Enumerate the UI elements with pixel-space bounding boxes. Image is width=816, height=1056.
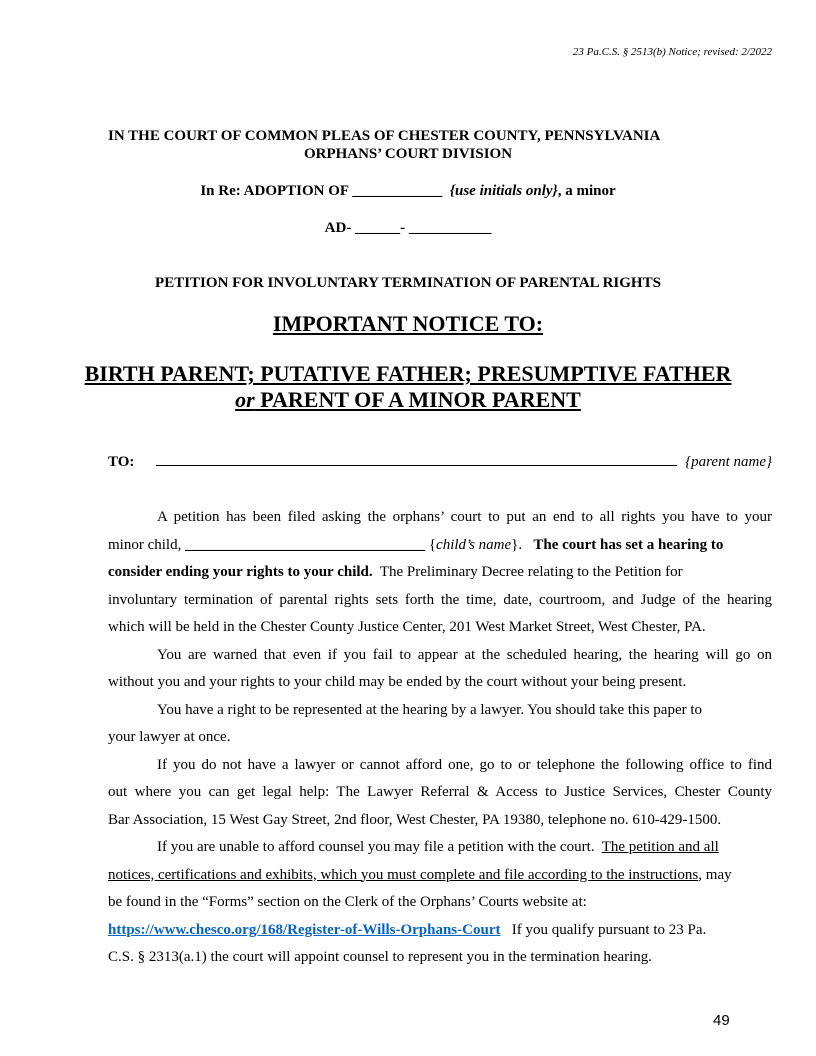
body-line (108, 532, 772, 560)
text-run: be found in the “Forms” section on the Clerk of the Orphans’ Courts website at: (108, 894, 587, 910)
text-run: consider ending your rights to your child. (108, 564, 373, 580)
text-run: notices, certifications and exhibits, which you must complete and file according to the instructions (108, 866, 699, 883)
body-line (108, 862, 772, 890)
body-line (108, 614, 772, 642)
court-division: ORPHANS’ COURT DIVISION (303, 146, 513, 162)
body-line (108, 697, 772, 725)
revision-note: 23 Pa.C.S. § 2513(b) Notice; revised: 2/2022 (572, 46, 772, 58)
text-run: If you do not have a lawyer or cannot afford one, go to or telephone the following office to find (157, 756, 772, 773)
body-line (108, 559, 772, 587)
in-re-prefix: In Re: ADOPTION OF (200, 183, 353, 199)
notice-heading: IMPORTANT NOTICE TO: (272, 311, 544, 336)
text-run: which will be held in the Chester County Justice Center, 201 West Market Street, West Chester, PA. (108, 619, 706, 635)
text-run: , may (698, 866, 732, 883)
text-run: If you are unable to afford counsel you may file a petition with the court. (157, 839, 602, 855)
text-run: minor child, (108, 536, 186, 553)
text-run: The Preliminary Decree relating to the Petition for (372, 564, 683, 580)
initials-blank: ____________ (352, 183, 443, 199)
website-link[interactable]: https://www.chesco.org/168/Register-of-Wills-Orphans-Court (108, 921, 501, 938)
addressees-line1: BIRTH PARENT; PUTATIVE FATHER; PRESUMPTIVE FATHER (84, 361, 732, 386)
text-run: C.S. § 2313(a.1) the court will appoint counsel to represent you in the termination hearing. (108, 949, 653, 965)
case-caption (0, 183, 816, 200)
parent-name-blank (156, 451, 677, 466)
body-line (108, 834, 772, 862)
text-run: out where you can get legal help: The Lawyer Referral & Access to Justice Services, Chester County (108, 784, 772, 800)
child-name-blank: ________________________________ (185, 536, 426, 553)
text-run: Bar Association, 15 West Gay Street, 2nd floor, West Chester, PA 19380, telephone no. 610-429-1500. (108, 811, 722, 828)
body-line (108, 642, 772, 670)
initials-hint: {use initials only} (449, 183, 558, 199)
notice-body (108, 504, 772, 972)
petition-title: PETITION FOR INVOLUNTARY TERMINATION OF PARENTAL RIGHTS (155, 275, 661, 291)
body-line (108, 917, 772, 945)
text-run: }. (511, 536, 534, 553)
text-run: You are warned that even if you fail to appear at the scheduled hearing, the hearing will go on (157, 646, 772, 663)
text-run: You have a right to be represented at the hearing by a lawyer. You should take this paper to (157, 701, 703, 718)
text-run: The petition and all (601, 839, 719, 855)
docket-number: AD- ______- ___________ (324, 220, 492, 236)
text-run: If you qualify pursuant to 23 Pa. (500, 921, 707, 938)
text-run: { (425, 536, 437, 553)
body-line (108, 504, 772, 532)
body-line (108, 724, 772, 752)
addressees-or: or (235, 387, 255, 412)
page-number: 49 (713, 1012, 730, 1029)
body-line (108, 779, 772, 807)
text-run: A petition has been filed asking the orphans’ court to put an end to all rights you have to your (157, 509, 772, 525)
text-run: child’s name (436, 536, 512, 553)
text-run: without you and your rights to your child may be ended by the court without your being present. (108, 674, 687, 690)
addressees-line2: PARENT OF A MINOR PARENT (254, 387, 581, 412)
body-line (108, 669, 772, 697)
text-run: involuntary termination of parental rights sets forth the time, date, courtroom, and Judge of the hearing (108, 591, 772, 608)
text-run: The court has set a hearing to (533, 536, 724, 553)
body-line (108, 752, 772, 780)
parent-name-hint: {parent name} (685, 454, 772, 470)
court-name: IN THE COURT OF COMMON PLEAS OF CHESTER COUNTY, PENNSYLVANIA (108, 128, 661, 144)
body-line (108, 807, 772, 835)
to-line (108, 451, 772, 471)
addressees (0, 361, 816, 413)
in-re-suffix: , a minor (557, 183, 616, 199)
body-line (108, 889, 772, 917)
body-line (108, 944, 772, 972)
text-run: your lawyer at once. (108, 729, 231, 745)
body-line (108, 587, 772, 615)
to-label: TO: (108, 454, 135, 470)
